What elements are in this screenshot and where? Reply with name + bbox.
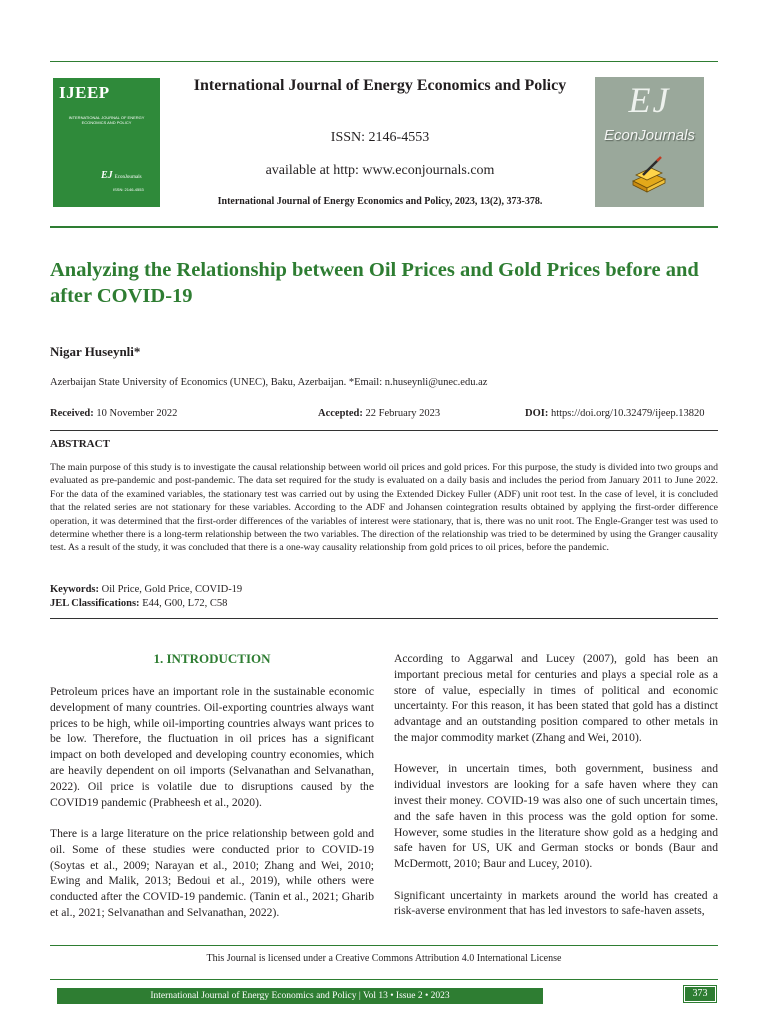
section-heading-introduction: 1. INTRODUCTION: [153, 651, 271, 666]
body-paragraph: Petroleum prices have an important role in the sustainable economic development of many countries. Oil-exporting countries always want prices to be high, while oil-importing countries always want prices to be low. Therefore, the fluctuation in oil prices has a significant impact on both developed and developing country economies, which are heavily dependent on oil imports (Selvanathan and Selvanathan, 2022). Oil price is volatile due to disruptions caused by the COVID19 pandemic (Prabheesh et al., 2020).: [50, 685, 374, 809]
keywords: [50, 584, 718, 595]
doi-label: DOI:: [525, 408, 549, 419]
body-paragraph: Significant uncertainty in markets around the world has created a risk-averse environment that has led investors to safe-haven assets,: [394, 888, 718, 918]
abstract-text: The main purpose of this study is to investigate the causal relationship between world oil prices and gold prices. For this purpose, the study is divided into two groups and evaluated as pre-pandemic and post-pandemic. The data set required for the study is evaluated on a daily basis and includes the period from January 2011 to June 2022. For the data of the examined variables, the stationary test was carried out by using the Extended Dickey Fuller (ADF) unit root test. In the case of level, it is concluded that the related series are not stationary for these variables. According to the ADF and Johansen cointegration results obtained by applying the first-order difference operation, it was determined that the first-order differences of the variables of interest were stationary, that is, there was no unit root. The Engle-Granger test was used to determine whether there is a long-term relationship between the two variables. The direction of the relationship was tried to be determined by using the Granger causality test. As a result of the study, it was concluded that there is a one-way causality relationship from gold prices to oil prices, before the pandemic.: [50, 462, 718, 554]
cover-subtitle: INTERNATIONAL JOURNAL OF ENERGY ECONOMICS AND POLICY: [68, 115, 145, 125]
ej-logo-wordmark: EconJournals: [604, 127, 695, 144]
cover-ej-logo: [101, 170, 142, 181]
license-notice: This Journal is licensed under a Creative Commons Attribution 4.0 International License: [206, 953, 562, 964]
journal-issn: ISSN: 2146-4553: [330, 130, 430, 145]
received-date: [50, 408, 177, 419]
right-column: [394, 651, 718, 935]
cover-title: IJEEP: [59, 83, 110, 102]
keywords-value: Oil Price, Gold Price, COVID-19: [101, 584, 243, 595]
journal-citation: International Journal of Energy Economics and Policy, 2023, 13(2), 373-378.: [217, 196, 543, 207]
doi: [525, 408, 704, 419]
journal-website[interactable]: available at http: www.econjournals.com: [265, 163, 495, 178]
received-label: Received:: [50, 408, 94, 419]
jel-classifications: [50, 598, 718, 609]
econjournals-logo: [595, 77, 704, 207]
footer-top-rule: [50, 945, 718, 946]
author-affiliation: Azerbaijan State University of Economics (UNEC), Baku, Azerbaijan. *Email: n.huseynli@unec.edu.az: [50, 377, 488, 388]
books-pencil-icon: [629, 155, 669, 195]
cover-ej-mark: EJ: [101, 170, 113, 181]
keywords-label: Keywords:: [50, 584, 99, 595]
cover-issn: ISSN: 2146-4553: [113, 187, 144, 192]
journal-cover-image: [53, 78, 160, 207]
abstract-top-rule: [50, 430, 718, 431]
jel-label: JEL Classifications:: [50, 598, 140, 609]
jel-value: E44, G00, L72, C58: [142, 598, 228, 609]
author-name: Nigar Huseynli*: [50, 344, 141, 359]
footer-rule: [50, 979, 718, 980]
body-paragraph: There is a large literature on the price relationship between gold and oil. Some of these studies were conducted prior to COVID-19 (Soytas et al., 2009; Narayan et al., 2010; Zhang and Wei, 2010; Ewing and Malik, 2013; Bedoui et al., 2019), while others were conducted after the COVID-19 pandemic. (Tanin et al., 2021; Gharib et al., 2021; Selvanathan and Selvanathan, 2022).: [50, 826, 374, 919]
journal-title: International Journal of Energy Economics and Policy: [193, 77, 567, 94]
header-top-rule: [50, 61, 718, 62]
ej-logo-mark: EJ: [628, 80, 671, 120]
abstract-bottom-rule: [50, 618, 718, 619]
received-value: 10 November 2022: [96, 408, 178, 419]
body-paragraph: According to Aggarwal and Lucey (2007), gold has been an important precious metal for centuries and plays a special role as a store of value, especially in times of political and economic uncertainty. For this reason, it has been stated that gold has a distinct advantage and an outstanding position compared to other metals in the major commodity market (Zhang and Wei, 2010).: [394, 652, 718, 744]
left-column: [50, 684, 374, 936]
footer-journal-bar: International Journal of Energy Economics and Policy | Vol 13 • Issue 2 • 2023: [57, 988, 543, 1004]
article-title: Analyzing the Relationship between Oil Prices and Gold Prices before and after COVID-19: [50, 259, 699, 307]
cover-ej-text: EconJournals: [114, 175, 142, 180]
accepted-label: Accepted:: [318, 408, 363, 419]
accepted-value: 22 February 2023: [365, 408, 441, 419]
page-number: 373: [684, 986, 716, 1002]
accepted-date: [318, 408, 440, 419]
body-paragraph: However, in uncertain times, both government, business and individual investors are looking for a safe haven where they can invest their money. COVID-19 was also one of such uncertain times, and the safe haven in this process was the gold option for some. However, some studies in the literature show gold as a hedging and safe haven for US, UK and German stocks or bonds (Baur and McDermott, 2010; Baur and Lucey, 2010).: [394, 762, 718, 871]
doi-link[interactable]: https://doi.org/10.32479/ijeep.13820: [550, 408, 705, 419]
abstract-heading: ABSTRACT: [50, 438, 110, 450]
header-bottom-rule: [50, 226, 718, 228]
